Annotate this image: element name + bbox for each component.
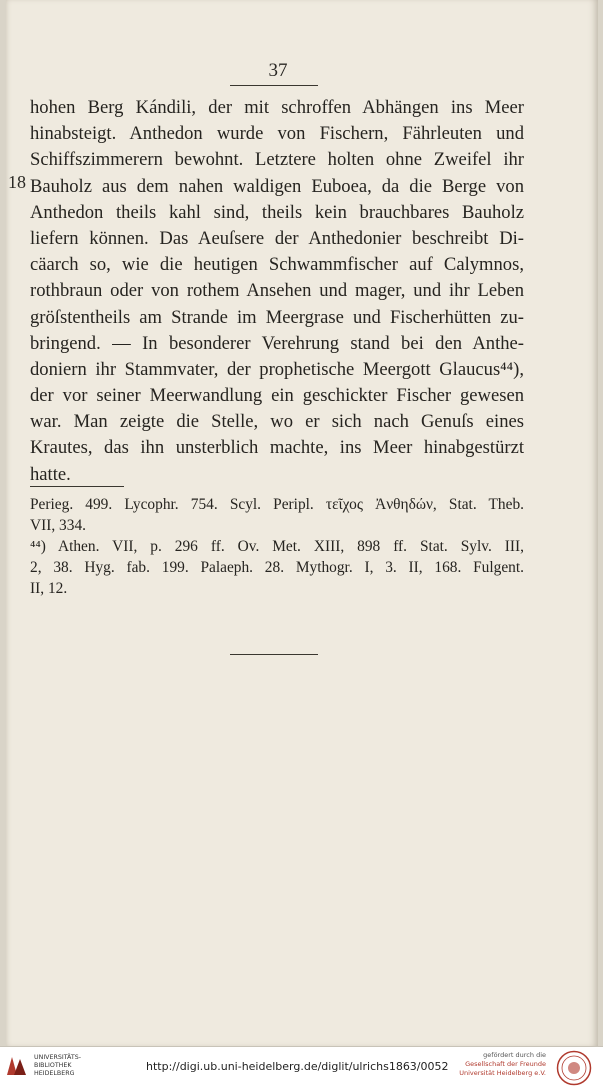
footnotes [30,494,524,599]
text-line: cäarch so, wie die heutigen Schwammfischer auf Calymnos, [30,254,524,276]
footnote-line: VII, 334. [30,517,86,534]
section-end-rule [230,654,318,655]
sponsor-credit [446,1051,546,1078]
library-name-line: HEIDELBERG [34,1070,75,1077]
text-line: gröſstentheils am Strande im Meergrase und Fischerhütten zu- [30,306,524,328]
footnote-line: II, 12. [30,580,68,597]
footnote-rule [30,486,124,487]
text-line: Schiffszimmerern bewohnt. Letztere holten ohne Zweifel ihr [30,149,524,171]
sponsor-line: Gesellschaft der Freunde [465,1060,546,1068]
viewer-footer [0,1046,603,1087]
text-line: der vor seiner Meerwandlung ein geschickter Fischer gewesen [30,385,524,407]
body-paragraph [30,95,524,488]
library-name-line: UNIVERSITÄTS- [34,1054,81,1061]
page-number: 37 [268,60,288,81]
sponsor-line: gefördert durch die [483,1051,546,1059]
footnote-line: ⁴⁴) Athen. VII, p. 296 ff. Ov. Met. XIII, 898 ff. Stat. Sylv. III, [30,538,524,555]
footnote-line: 2, 38. Hyg. fab. 199. Palaeph. 28. Mythogr. I, 3. II, 168. Fulgent. [30,559,524,576]
text-line: doniern ihr Stammvater, der prophetische Meergott Glaucus⁴⁴), [30,358,524,380]
text-line: Bauholz aus dem nahen waldigen Euboea, da die Berge von [30,175,524,197]
scanned-page [6,0,598,1046]
text-line: hinabsteigt. Anthedon wurde von Fischern, Fährleuten und [30,123,524,145]
footnote-line: Perieg. 499. Lycophr. 754. Scyl. Peripl. τεῖχος Ἀνθηδών, Stat. Theb. [30,496,524,513]
text-line: hatte. [30,463,71,485]
permalink-url[interactable]: http://digi.ub.uni-heidelberg.de/diglit/ulrichs1863/0052 [146,1060,449,1073]
sponsor-line: Universität Heidelberg e.V. [459,1069,546,1077]
margin-line-number: 18 [8,172,26,192]
text-line: war. Man zeigte die Stelle, wo er sich nach Genuſs eines [30,411,524,433]
text-line: liefern können. Das Aeuſsere der Anthedonier beschreibt Di- [30,227,524,249]
header-rule [230,85,318,86]
text-line: hohen Berg Kándili, der mit schroffen Abhängen ins Meer [30,97,524,118]
text-line: Krautes, das ihn unsterblich machte, ins Meer hinabgestürzt [30,437,524,459]
library-name-line: BIBLIOTHEK [34,1062,72,1069]
text-line: rothbraun oder von rothem Ansehen und mager, und ihr Leben [30,280,524,302]
university-seal-icon [556,1050,592,1086]
text-line: bringend. — In besonderer Verehrung stand bei den Anthe- [30,332,524,354]
library-logo-icon [4,1053,30,1079]
library-name [34,1054,81,1078]
text-line: Anthedon theils kahl sind, theils kein brauchbares Bauholz [30,201,524,223]
